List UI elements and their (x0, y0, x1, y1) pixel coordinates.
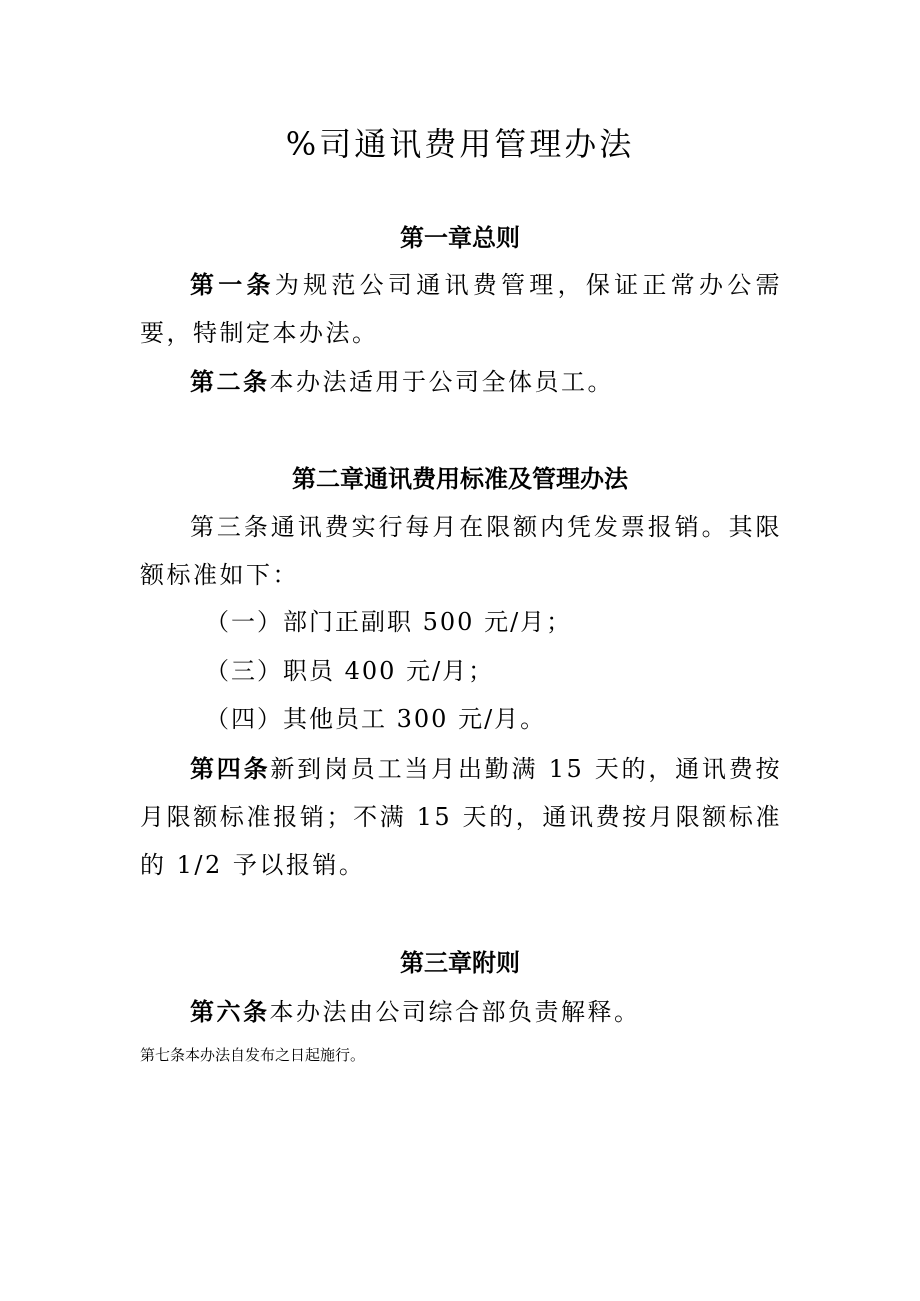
document-title: %司通讯费用管理办法 (285, 125, 635, 163)
article-4 (140, 745, 782, 889)
article-2-label: 第二条 (190, 367, 270, 396)
article-7: 第七条本办法自发布之日起施行。 (140, 1046, 366, 1064)
article-1-label: 第一条 (190, 270, 275, 299)
article-2-text: 本办法适用于公司全体员工。 (269, 368, 614, 396)
article-6 (140, 988, 782, 1036)
limit-item-3: （四）其他员工 300 元/月。 (205, 705, 547, 733)
article-1 (140, 261, 782, 357)
chapter-1-heading: 第一章总则 (400, 223, 520, 252)
article-6-text: 本办法由公司综合部负责解释。 (269, 998, 641, 1026)
article-4-label: 第四条 (190, 754, 271, 783)
article-4-text: 新到岗员工当月出勤满 15 天的，通讯费按月限额标准报销；不满 15 天的，通讯费按月限额标准的 1/2 予以报销。 (140, 755, 783, 879)
limit-item-2: （三）职员 400 元/月； (205, 657, 495, 685)
chapter-2-heading: 第二章通讯费用标准及管理办法 (292, 464, 628, 493)
chapter-3-heading: 第三章附则 (400, 948, 520, 977)
limit-item-1: （一）部门正副职 500 元/月； (205, 608, 573, 636)
article-3 (140, 503, 782, 599)
article-3-text: 第三条通讯费实行每月在限额内凭发票报销。其限额标准如下： (140, 513, 782, 589)
article-2 (140, 358, 782, 406)
article-1-text: 为规范公司通讯费管理，保证正常办公需要，特制定本办法。 (140, 271, 783, 347)
article-6-label: 第六条 (190, 997, 270, 1026)
